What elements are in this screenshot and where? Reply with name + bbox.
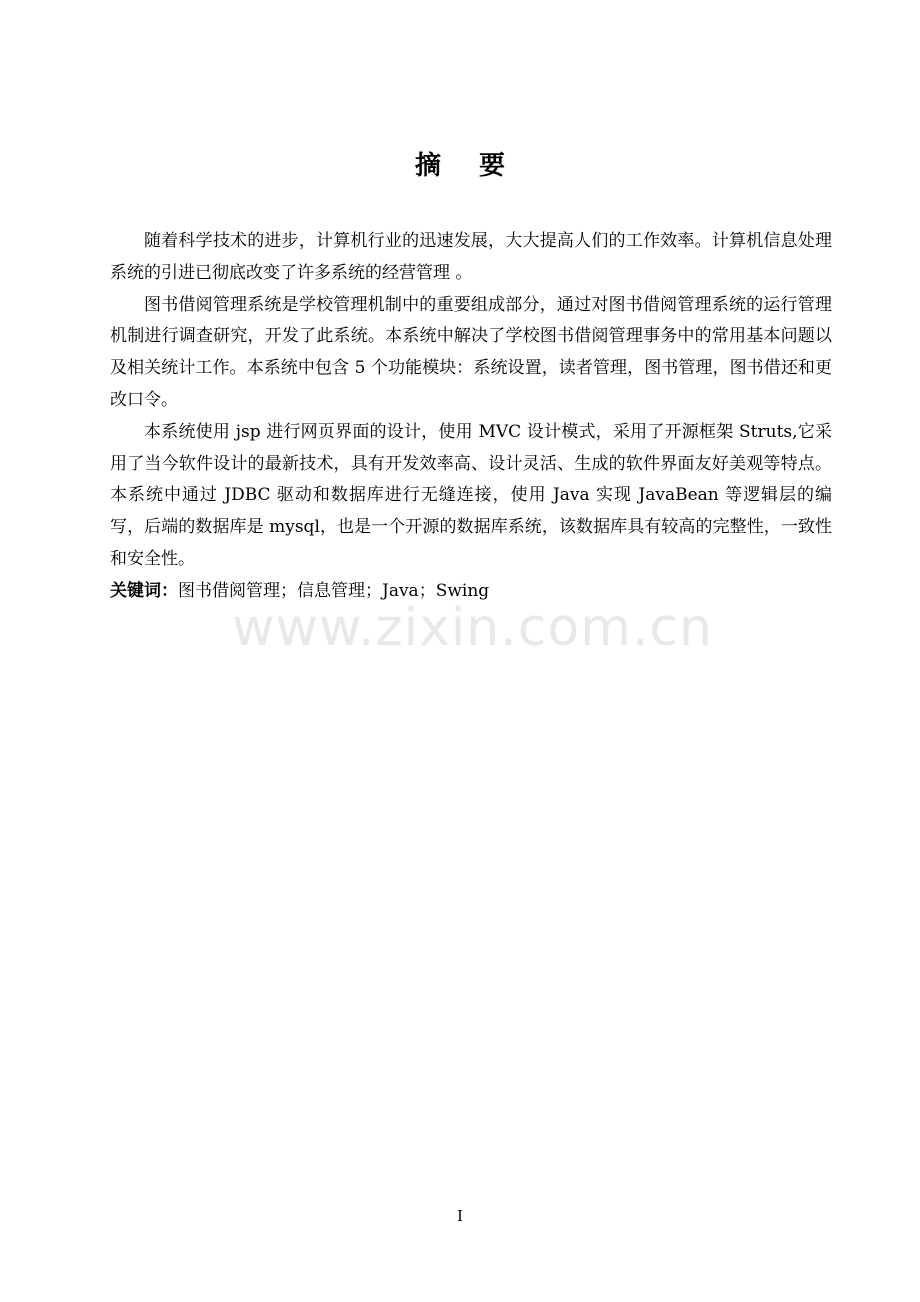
watermark: www.zixin.com.cn — [232, 598, 713, 658]
abstract-paragraph-3: 本系统使用 jsp 进行网页界面的设计，使用 MVC 设计模式，采用了开源框架 Struts,它采用了当今软件设计的最新技术，具有开发效率高、设计灵活、生成的软件界面友好美观等特点。本系统中通过 JDBC 驱动和数据库进行无缝连接，使用 Java 实现 JavaBean 等逻辑层的编写，后端的数据库是 mysql，也是一个开源的数据库系统，该数据库具有较高的完整性，一致性和安全性。 — [110, 421, 832, 569]
keywords-text: 图书借阅管理；信息管理；Java；Swing — [178, 580, 490, 601]
abstract-paragraph-2: 图书借阅管理系统是学校管理机制中的重要组成部分，通过对图书借阅管理系统的运行管理机制进行调查研究，开发了此系统。本系统中解决了学校图书借阅管理事务中的常用基本问题以及相关统计工作。本系统中包含 5 个功能模块：系统设置，读者管理，图书管理，图书借还和更改口令。 — [110, 294, 832, 410]
keywords-label: 关键词： — [110, 580, 178, 601]
abstract-paragraph-1: 随着科学技术的进步，计算机行业的迅速发展，大大提高人们的工作效率。计算机信息处理系统的引进已彻底改变了许多系统的经营管理 。 — [110, 231, 832, 283]
abstract-title: 摘要 — [414, 151, 543, 181]
page-number: I — [457, 1207, 463, 1225]
abstract-body — [110, 226, 832, 608]
